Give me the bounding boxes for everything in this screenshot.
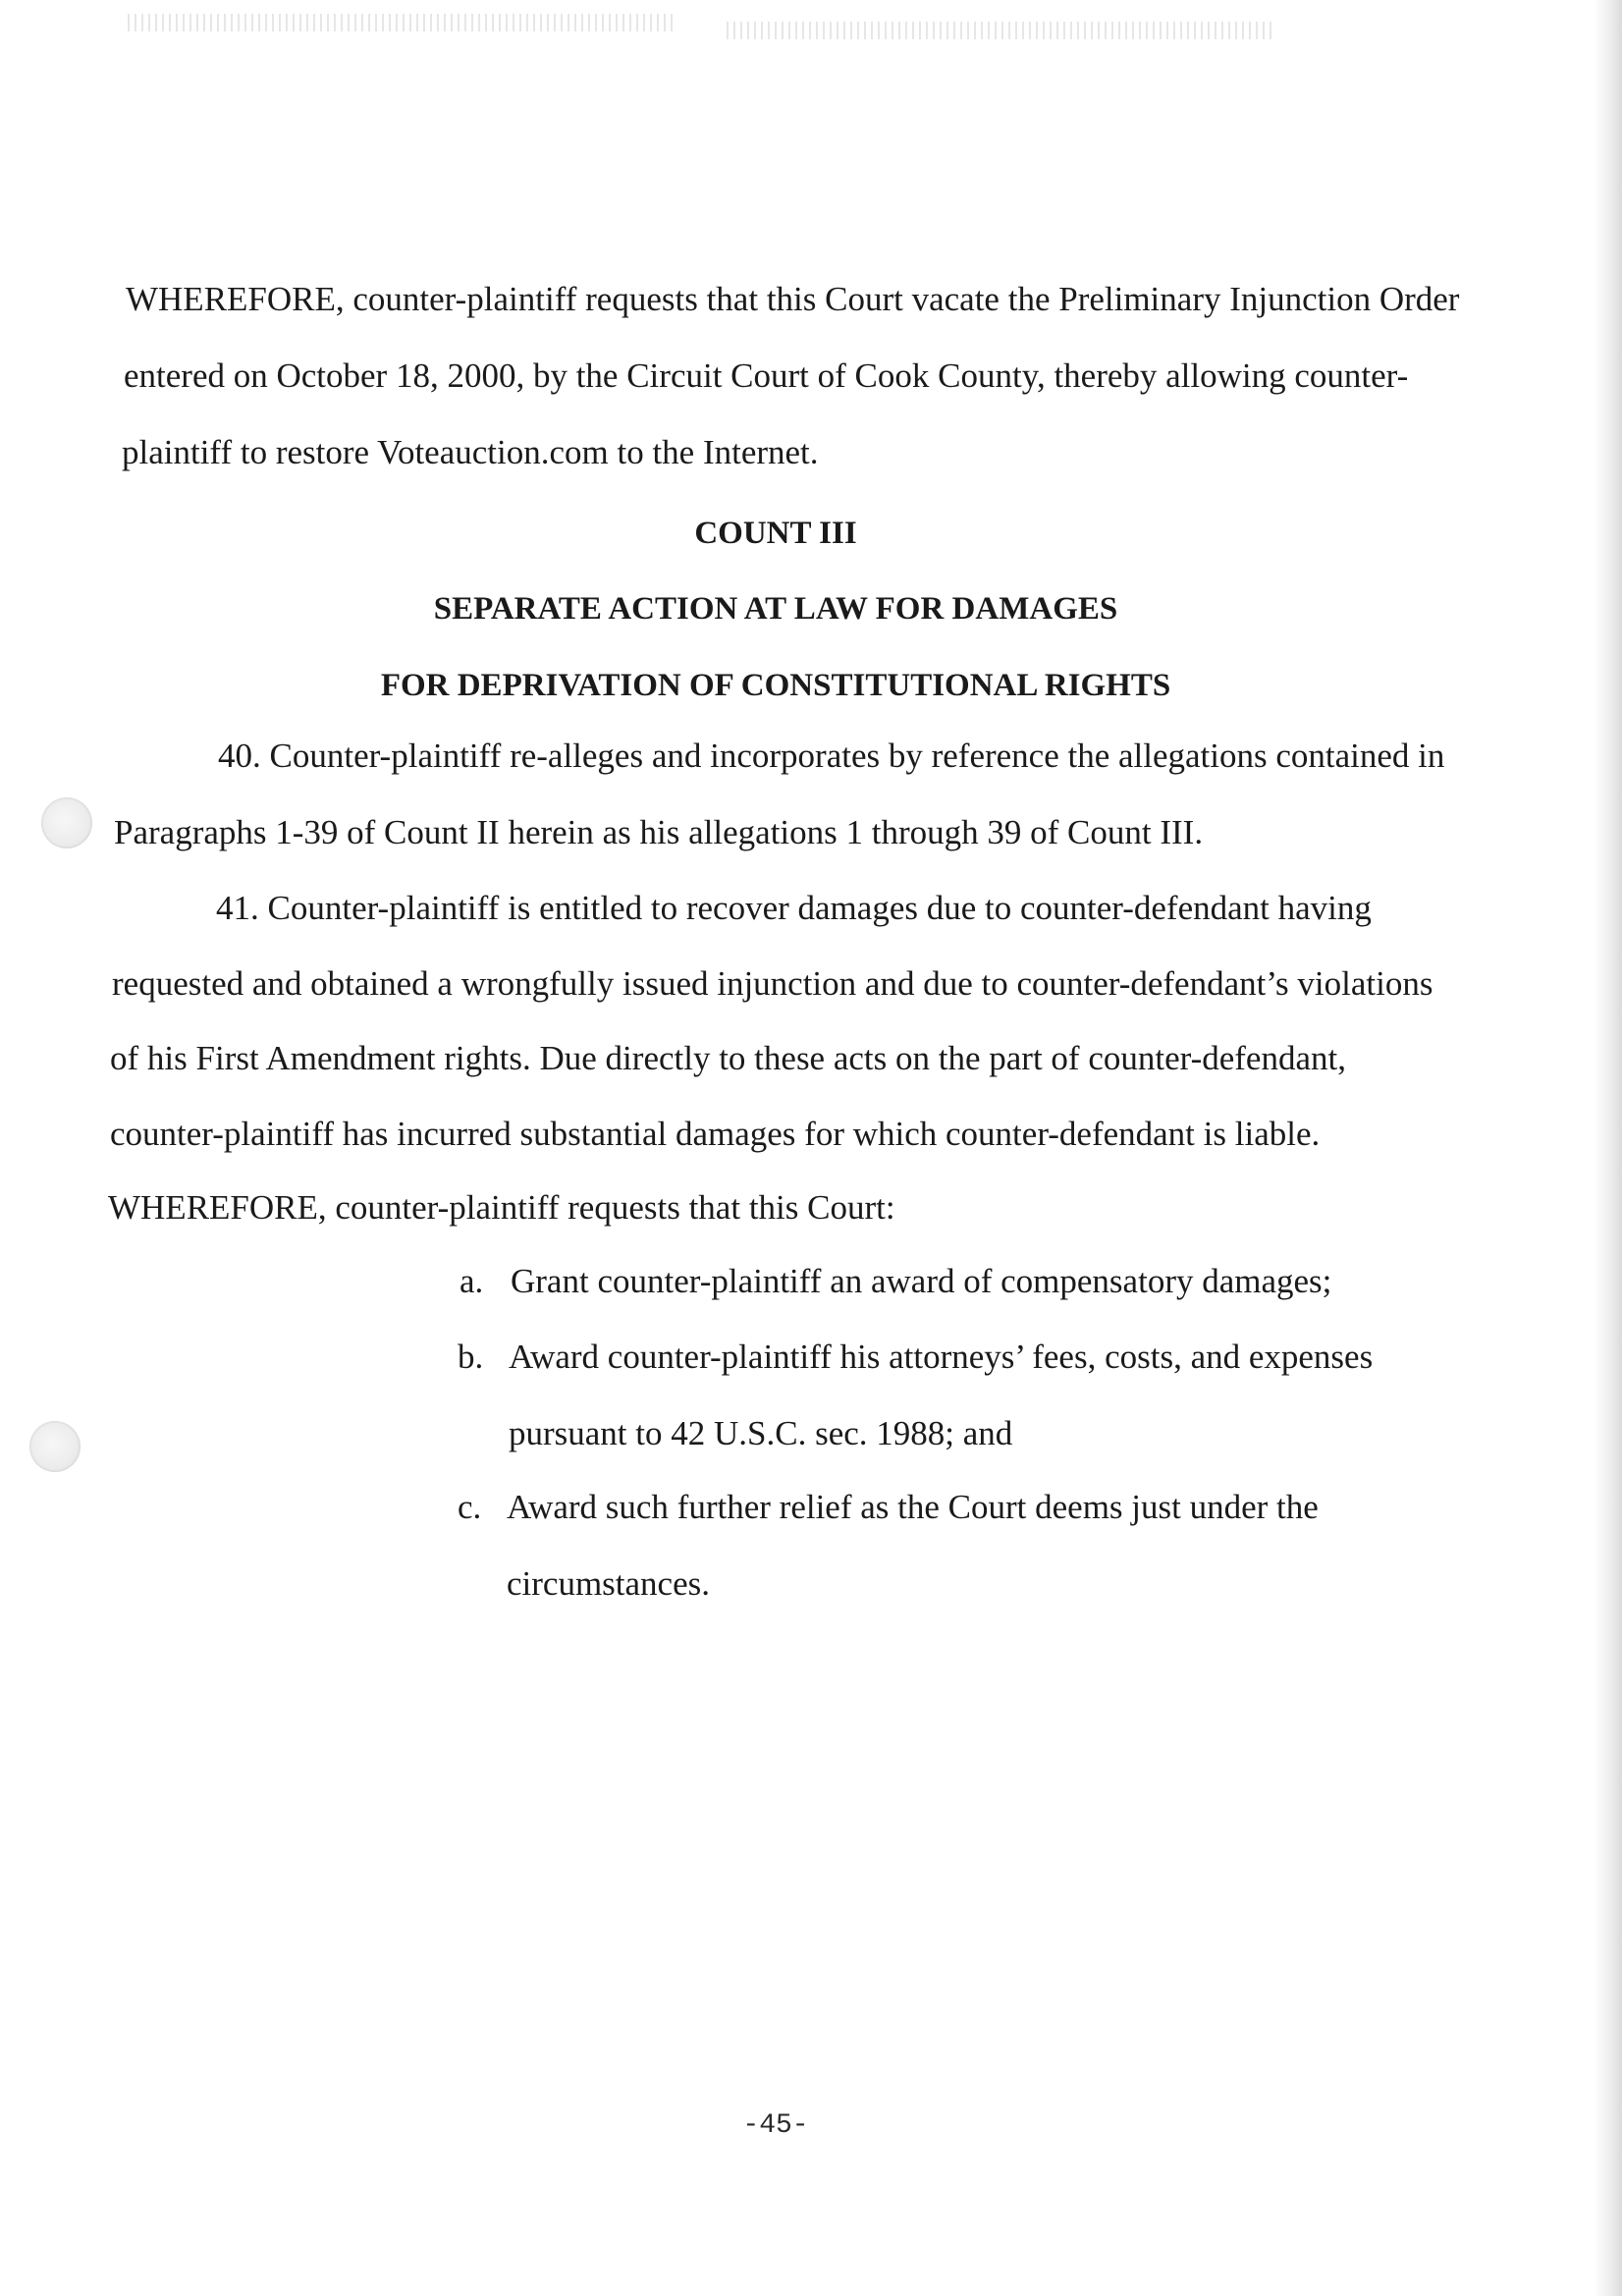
wherefore-2: WHEREFORE, counter-plaintiff requests that this Court: [108,1188,895,1227]
count-title-line-2: FOR DEPRIVATION OF CONSTITUTIONAL RIGHTS [380,668,1171,703]
prayer-b-text-line-1: Award counter-plaintiff his attorneys’ fees, costs, and expenses [509,1338,1374,1376]
prayer-a-text: Grant counter-plaintiff an award of compensatory damages; [511,1262,1332,1300]
punch-hole [29,1421,81,1472]
paragraph-41-line-4: counter-plaintiff has incurred substantial damages for which counter-defendant is liable. [110,1115,1321,1153]
paragraph-40-line-2: Paragraphs 1-39 of Count II herein as his allegations 1 through 39 of Count III. [114,813,1204,851]
prayer-a-marker: a. [460,1262,484,1300]
prayer-c-text-line-1: Award such further relief as the Court deems just under the [507,1488,1319,1526]
prayer-c-marker: c. [458,1488,482,1526]
scan-artifact [128,14,677,31]
prayer-b-marker: b. [458,1338,484,1376]
prayer-b-text-line-2: pursuant to 42 U.S.C. sec. 1988; and [509,1414,1013,1452]
wherefore-1-line-1: WHEREFORE, counter-plaintiff requests that this Court vacate the Preliminary Injunction Order [126,280,1460,318]
page-edge-shadow [1595,0,1622,2296]
paragraph-40-line-1: 40. Counter-plaintiff re-alleges and incorporates by reference the allegations contained in [218,737,1445,775]
punch-hole [41,797,92,848]
page-number: -45- [742,2110,809,2141]
scan-artifact [727,22,1276,39]
prayer-c-text-line-2: circumstances. [507,1564,710,1603]
paragraph-41-line-2: requested and obtained a wrongfully issued injunction and due to counter-defendant’s violations [112,964,1433,1003]
paragraph-41-line-3: of his First Amendment rights. Due directly to these acts on the part of counter-defendant, [110,1039,1346,1077]
paragraph-41-line-1: 41. Counter-plaintiff is entitled to recover damages due to counter-defendant having [216,889,1372,927]
count-title-line-1: SEPARATE ACTION AT LAW FOR DAMAGES [433,591,1118,627]
wherefore-1-line-2: entered on October 18, 2000, by the Circuit Court of Cook County, thereby allowing counter- [124,356,1409,395]
count-heading: COUNT III [694,516,857,551]
wherefore-1-line-3: plaintiff to restore Voteauction.com to the Internet. [122,433,819,471]
